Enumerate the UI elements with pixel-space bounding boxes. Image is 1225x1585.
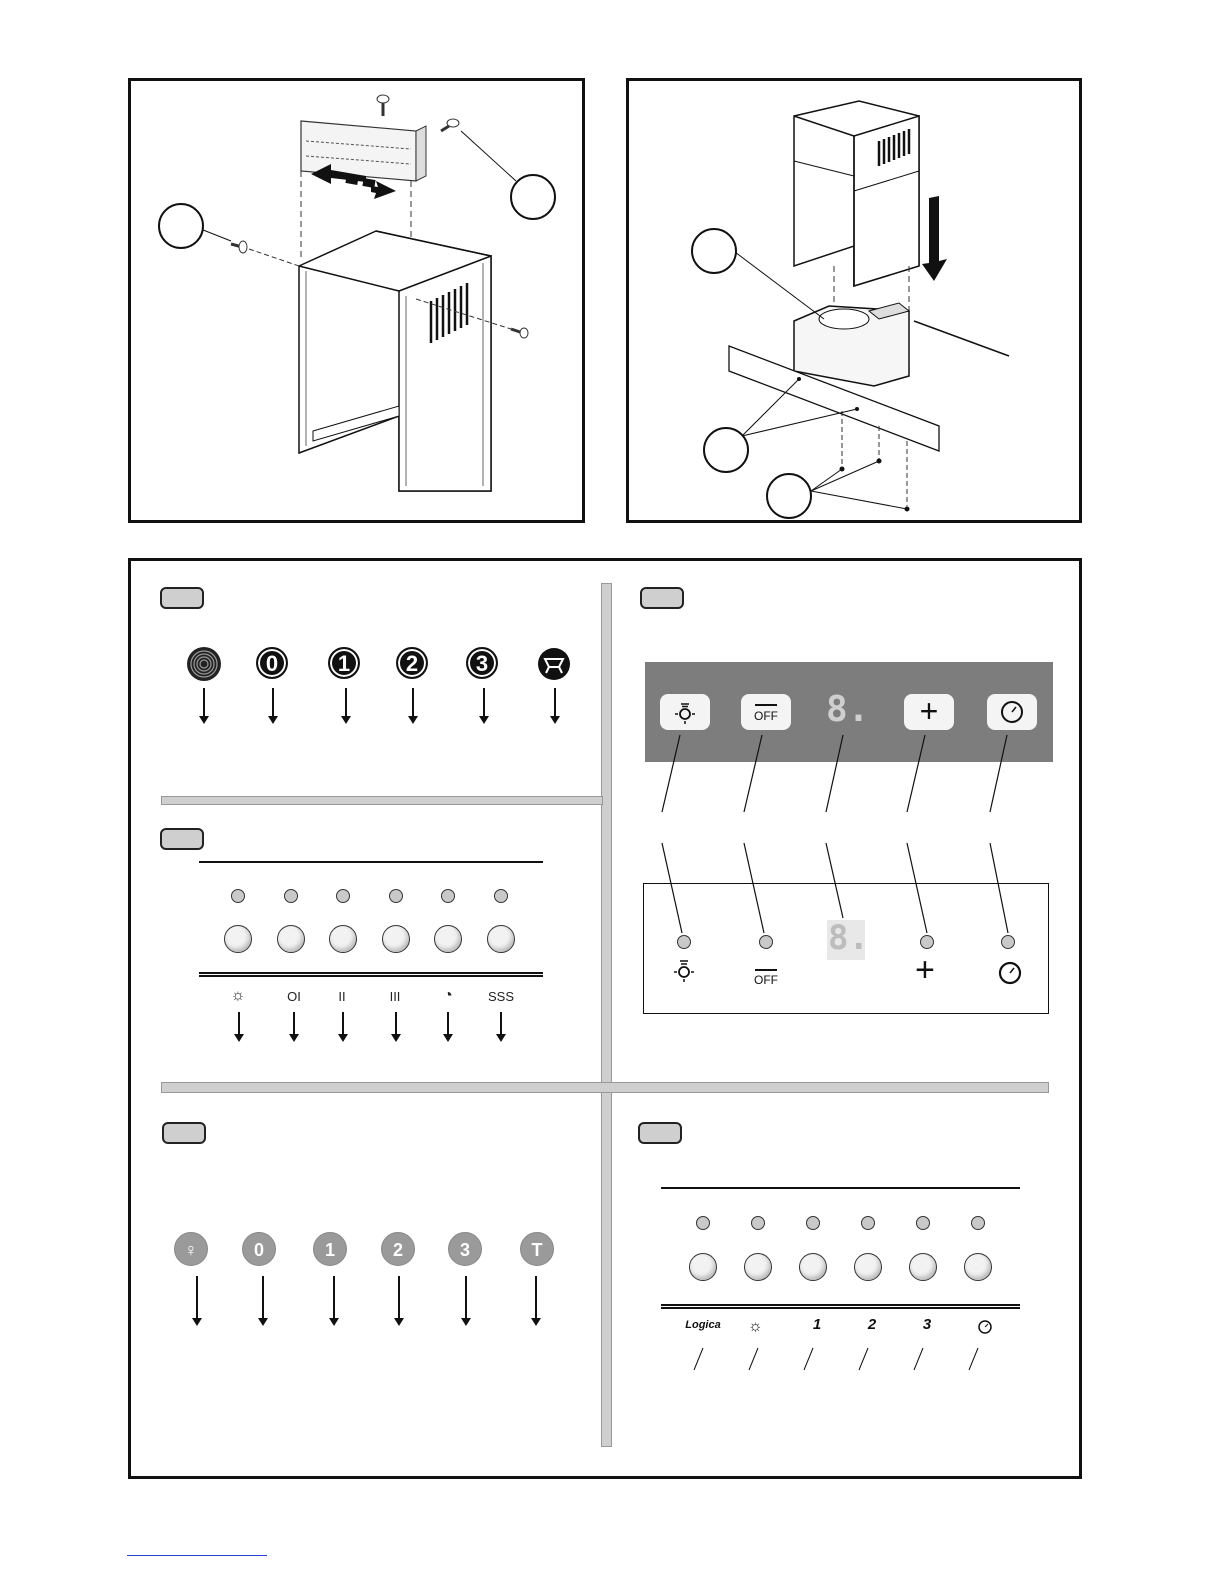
arrow-b3 [342,1012,344,1036]
arrow-a3 [345,688,347,718]
panel-e-bottom-rule [661,1304,1020,1309]
button-b-light[interactable] [224,925,252,953]
led-b3 [336,889,350,903]
lamp-icon [537,647,571,681]
arrow-a5 [483,688,485,718]
chimney-bracket-drawing [131,81,588,526]
divider-vertical [601,583,612,1447]
grey-badge-2: 2 [381,1232,415,1266]
button-e-speed3[interactable] [909,1253,937,1281]
arrow-c4 [398,1276,400,1320]
clock-icon [997,960,1023,986]
light-key[interactable] [660,694,710,730]
off-label-front: OFF [754,973,778,987]
divider-horizontal-upper [161,796,603,805]
off-bar-front [755,969,777,971]
button-b-speed1[interactable] [329,925,357,953]
speed3-label: 3 [922,1316,932,1333]
segment-display-front: 8. [828,918,869,958]
grey-badge-t: T [520,1232,554,1266]
speed2-label: 2 [867,1316,877,1333]
button-e-speed1[interactable] [799,1253,827,1281]
led-e3 [806,1216,820,1230]
arrow-b5 [447,1012,449,1036]
plus-symbol-front: + [915,951,935,989]
plus-key[interactable]: + [904,694,954,730]
callout-circle-right [511,175,555,219]
arrow-b2 [293,1012,295,1036]
timer-icon: ◔ [443,987,453,1004]
arrow-a1 [203,688,205,718]
led-b2 [284,889,298,903]
arrow-a4 [412,688,414,718]
button-b-speed2[interactable] [382,925,410,953]
led-b1 [231,889,245,903]
arrow-a6 [554,688,556,718]
key-icon: ♀ [174,1232,208,1266]
callout-circle-left [159,204,203,248]
badge-1: 1 [328,647,360,679]
badge-0: 0 [256,647,288,679]
panel-e-top-rule [661,1187,1020,1189]
arrow-b1 [238,1012,240,1036]
figure-chimney-install [626,78,1082,523]
badge-2: 2 [396,647,428,679]
figure-chimney-bracket [128,78,585,523]
panel-c-tag [162,1122,206,1144]
arrow-c1 [196,1276,198,1320]
heat-icon: SSS [487,989,514,1004]
button-b-timer[interactable] [434,925,462,953]
divider-horizontal-middle [161,1082,1049,1093]
speed1-label: 1 [812,1316,822,1333]
panel-a-tag [160,587,204,609]
arrow-a2 [272,688,274,718]
arrow-c5 [465,1276,467,1320]
segment-display: 8. [826,689,870,730]
grey-badge-0: 0 [242,1232,276,1266]
led-b5 [441,889,455,903]
led-e6 [971,1216,985,1230]
button-b-heat[interactable] [487,925,515,953]
button-e-speed2[interactable] [854,1253,882,1281]
led-e1 [696,1216,710,1230]
off-key[interactable] [741,694,791,730]
panel-d-tag [640,587,684,609]
panel-e-tag [638,1122,682,1144]
grey-badge-1: 1 [313,1232,347,1266]
button-b-off[interactable] [277,925,305,953]
symbol-speed3: III [389,989,401,1004]
led-d-light [677,935,691,949]
grey-badge-3: 3 [448,1232,482,1266]
spiral-icon [186,646,222,682]
light-icon-front [670,956,698,984]
panel-b-top-rule [199,861,543,863]
arrow-b6 [500,1012,502,1036]
clock-key[interactable] [987,694,1037,730]
light-icon: ☼ [230,987,246,1004]
footer-link-line [127,1555,267,1556]
button-e-logica[interactable] [689,1253,717,1281]
led-e5 [916,1216,930,1230]
logica-label: Logica [685,1319,721,1331]
led-b4 [389,889,403,903]
badge-3: 3 [466,647,498,679]
led-b6 [494,889,508,903]
symbol-off-speed: OI [287,989,301,1004]
led-d-off [759,935,773,949]
panel-b-bottom-rule [199,972,543,977]
panel-b-tag [160,828,204,850]
led-d-clock [1001,935,1015,949]
led-e2 [751,1216,765,1230]
led-d-plus [920,935,934,949]
arrow-c2 [262,1276,264,1320]
off-key-label: OFF [754,709,778,723]
button-e-timer[interactable] [964,1253,992,1281]
timer-icon-e [976,1318,994,1336]
led-e4 [861,1216,875,1230]
chimney-install-drawing [629,81,1085,526]
symbol-speed2: II [338,989,346,1004]
light-icon-e: ☼ [748,1318,763,1335]
arrow-c6 [535,1276,537,1320]
button-e-light[interactable] [744,1253,772,1281]
arrow-b4 [395,1012,397,1036]
arrow-c3 [333,1276,335,1320]
